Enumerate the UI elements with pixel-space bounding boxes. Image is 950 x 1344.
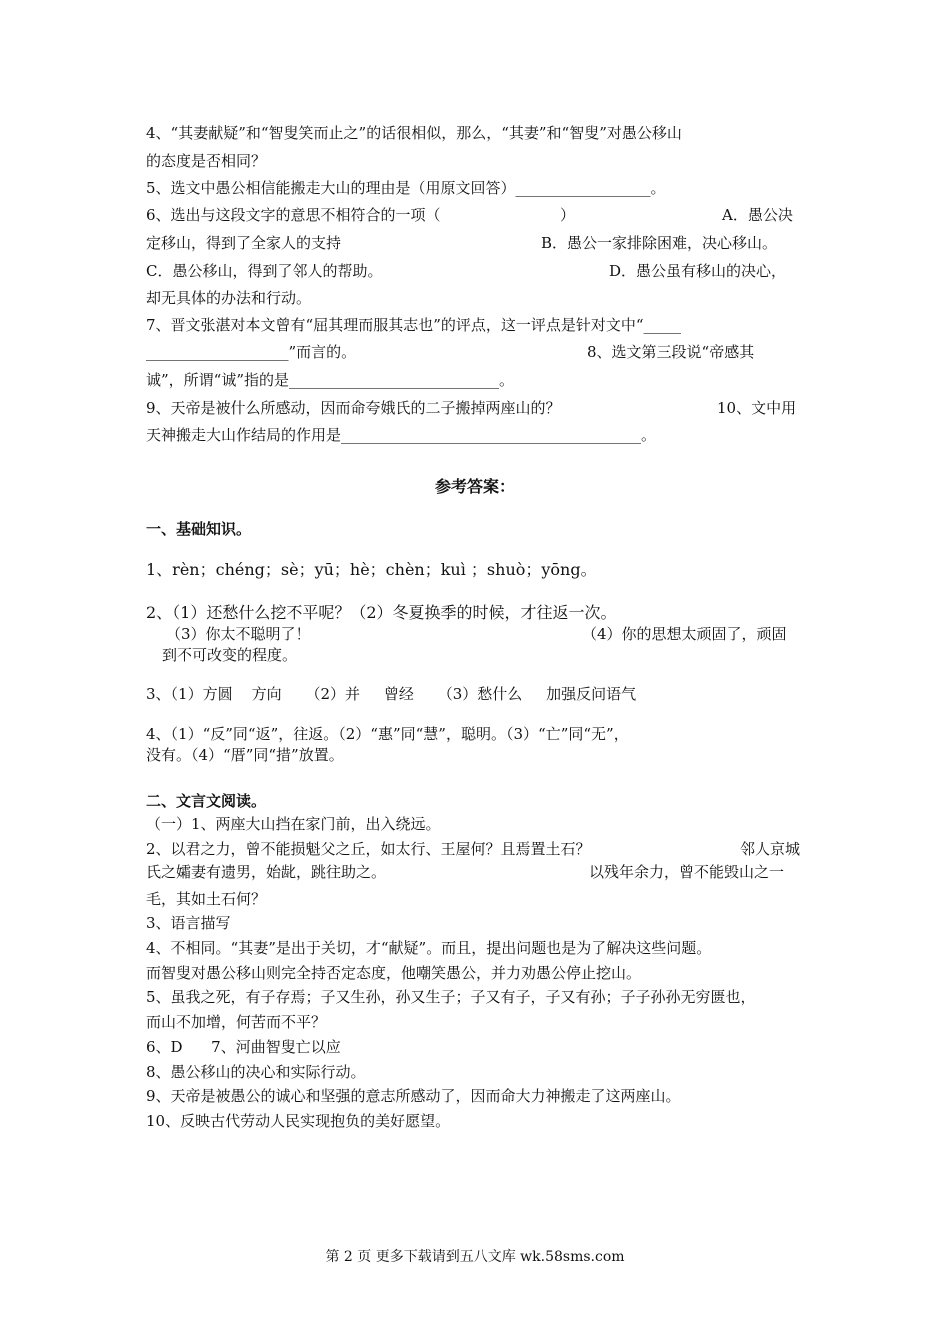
section2-answer-10: 10、反映古代劳动人民实现抱负的美好愿望。 [146, 1112, 451, 1130]
section1-answer-2-line-2-right: （4）你的思想太顽固了，顽固 [582, 625, 787, 643]
q10-line-2: 天神搬走大山作结局的作用是________________________________________。 [146, 426, 657, 444]
section2-answer-5-line-1: 5、虽我之死，有子存焉；子又生孙，孙又生子；子又有子，子又有孙；子子孙孙无穷匮也， [146, 988, 756, 1006]
section2-answer-2-line-2-left: 氏之孀妻有遗男，始龀，跳往助之。 [146, 863, 387, 881]
q4-line-2: 的态度是否相同？ [146, 152, 267, 170]
section1-answer-2-line-3: 到不可改变的程度。 [162, 646, 298, 664]
q4-line-1: 4、“其妻献疑”和“智叟笑而止之”的话很相似，那么，“其妻”和“智叟”对愚公移山 [146, 124, 682, 142]
section2-answer-3: 3、语言描写 [146, 914, 231, 932]
section2-answer-6-7: 6、D 7、河曲智叟亡以应 [146, 1038, 341, 1056]
q5-line: 5、选文中愚公相信能搬走大山的理由是（用原文回答）__________________。 [146, 179, 666, 197]
section2-answer-2-line-2-right: 以残年余力，曾不能毁山之一 [589, 863, 785, 881]
q6-line-1-right: A．愚公决 [722, 206, 793, 224]
q7-line-2-left: ___________________”而言的。 [146, 343, 357, 361]
q6-line-2-left: 定移山，得到了全家人的支持 [146, 234, 342, 252]
section2-answer-2-line-3: 毛，其如土石何？ [146, 890, 267, 908]
q6-line-1-paren: ） [560, 206, 576, 224]
section1-answer-4-line-1: 4、（1）“反”同“返”，往返。（2）“惠”同“慧”，聪明。（3）“亡”同“无”， [146, 725, 629, 743]
answers-title: 参考答案： [434, 477, 515, 496]
q8-line-2-right: 8、选文第三段说“帝感其 [587, 343, 755, 361]
q9-line-1-left: 9、天帝是被什么所感动，因而命夸娥氏的二子搬掉两座山的？ [146, 399, 561, 417]
section2-answer-2-line-1-right: 邻人京城 [740, 840, 801, 858]
section2-answer-4-line-2: 而智叟对愚公移山则完全持否定态度，他嘲笑愚公，并力劝愚公停止挖山。 [146, 964, 642, 982]
section1-answer-3: 3、（1）方圆 方向 （2）并 曾经 （3）愁什么 加强反问语气 [146, 685, 637, 703]
q6-line-1-left: 6、选出与这段文字的意思不相符合的一项（ [146, 206, 441, 224]
q6-line-2-right: B．愚公一家排除困难，决心移山。 [541, 234, 778, 252]
q6-line-3-right: D．愚公虽有移山的决心， [609, 262, 787, 280]
section2-answer-1: （一）1、两座大山挡在家门前，出入绕远。 [146, 815, 441, 833]
section2-heading: 二、文言文阅读。 [146, 792, 267, 810]
section1-answer-2-line-1: 2、（1）还愁什么挖不平呢？（2）冬夏换季的时候，才往返一次。 [146, 603, 617, 622]
q6-line-3-left: C．愚公移山，得到了邻人的帮助。 [146, 262, 383, 280]
section2-answer-9: 9、天帝是被愚公的诚心和坚强的意志所感动了，因而命大力神搬走了这两座山。 [146, 1087, 681, 1105]
section1-heading: 一、基础知识。 [146, 520, 252, 538]
page-footer: 第 2 页 更多下载请到五八文库 wk.58sms.com [325, 1249, 625, 1265]
section2-answer-5-line-2: 而山不加增，何苦而不平？ [146, 1013, 327, 1031]
section2-answer-8: 8、愚公移山的决心和实际行动。 [146, 1063, 366, 1081]
q7-line-1: 7、晋文张湛对本文曾有“屈其理而服其志也”的评点，这一评点是针对文中“_____ [146, 316, 682, 334]
q10-line-1-right: 10、文中用 [717, 399, 797, 417]
q8-line-3: 诚”，所谓“诚”指的是____________________________。 [146, 371, 515, 389]
section1-answer-2-line-2-left: （3）你太不聪明了！ [166, 625, 311, 643]
section1-answer-4-line-2: 没有。（4）“厝”同“措”放置。 [146, 746, 344, 764]
section2-answer-4-line-1: 4、不相同。“其妻”是出于关切，才“献疑”。而且，提出问题也是为了解决这些问题。 [146, 939, 712, 957]
section1-answer-1: 1、rèn；chéng；sè；yū；hè；chèn；kuì ；shuò；yōng。 [146, 560, 597, 579]
q6-line-4: 却无具体的办法和行动。 [146, 289, 312, 307]
section2-answer-2-line-1-left: 2、以君之力，曾不能损魁父之丘，如太行、王屋何？且焉置土石？ [146, 840, 591, 858]
